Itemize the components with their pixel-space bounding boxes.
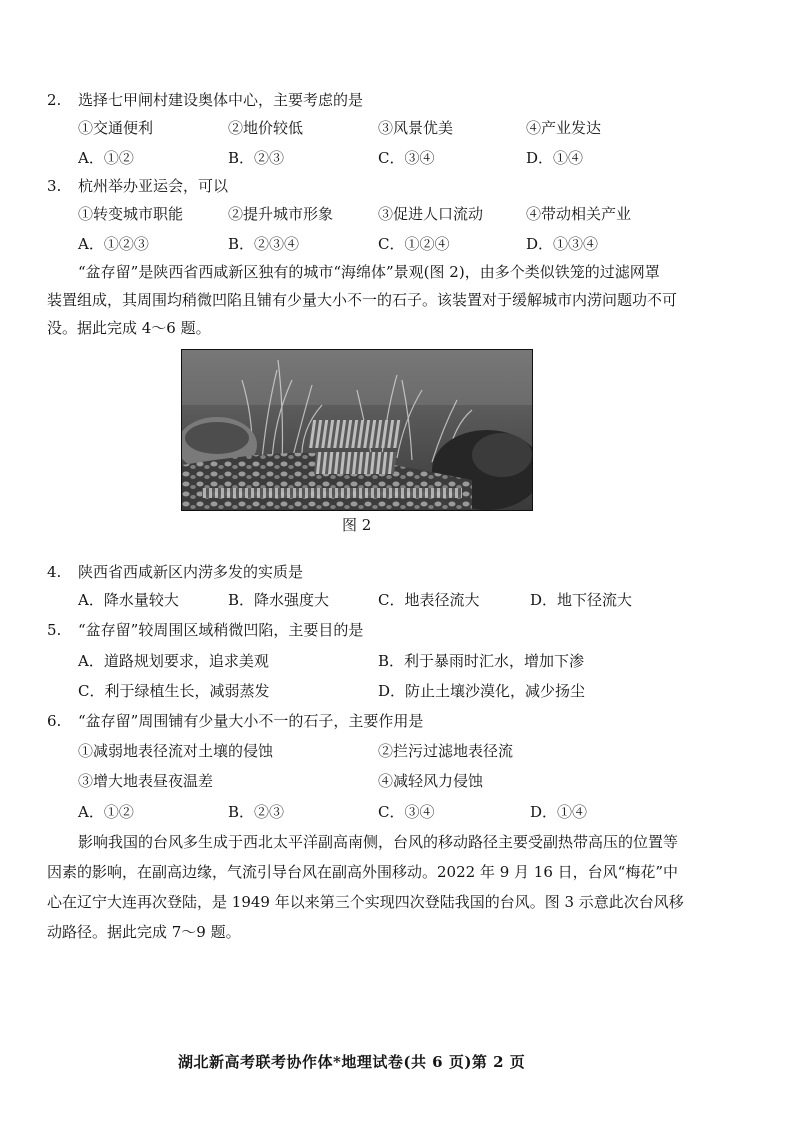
question-6-choice-a: A．①② [78,803,134,821]
question-2-item-4: ④产业发达 [526,119,602,137]
passage-1-line-2: 装置组成，其周围均稍微凹陷且铺有少量大小不一的石子。该装置对于缓解城市内涝问题功不可 [47,291,678,309]
figure-2-caption: 图 2 [342,516,372,534]
question-4-choice-d: D．地下径流大 [530,591,633,609]
question-6-choice-c: C．③④ [378,803,435,821]
question-5-number: 5. [47,621,62,639]
question-5-choice-a: A．道路规划要求，追求美观 [78,652,269,670]
question-4-choice-c: C．地表径流大 [378,591,480,609]
question-6-item-1: ①减弱地表径流对土壤的侵蚀 [78,742,274,760]
question-5-choice-c: C．利于绿植生长，减弱蒸发 [78,682,270,700]
page-footer: 湖北新高考联考协作体*地理试卷(共 6 页)第 2 页 [178,1053,526,1071]
question-6-stem: “盆存留”周围铺有少量大小不一的石子，主要作用是 [78,712,424,730]
question-4-choice-a: A．降水量较大 [78,591,179,609]
question-2-item-3: ③风景优美 [378,119,454,137]
question-5-stem: “盆存留”较周围区域稍微凹陷，主要目的是 [78,621,364,639]
question-2-stem: 选择七甲闸村建设奥体中心，主要考虑的是 [78,91,364,109]
passage-2-line-2: 因素的影响，在副高边缘，气流引导台风在副高外围移动。2022 年 9 月 16 日，台风“梅花”中 [47,863,678,881]
figure-2-photo [181,349,533,511]
question-2-item-1: ①交通便利 [78,119,154,137]
question-2-item-2: ②地价较低 [228,119,304,137]
passage-2-line-3: 心在辽宁大连再次登陆，是 1949 年以来第三个实现四次登陆我国的台风。图 3 示意此次台风移 [47,893,684,911]
question-3-choice-b: B．②③④ [228,235,300,253]
question-3-number: 3. [47,177,62,195]
question-3-item-3: ③促进人口流动 [378,205,484,223]
question-3-choice-a: A．①②③ [78,235,149,253]
passage-2-line-1: 影响我国的台风多生成于西北太平洋副高南侧，台风的移动路径主要受副热带高压的位置等 [78,833,679,851]
question-6-choice-b: B．②③ [228,803,285,821]
question-5-choice-b: B．利于暴雨时汇水，增加下渗 [378,652,585,670]
question-4-number: 4. [47,563,62,581]
question-4-stem: 陕西省西咸新区内涝多发的实质是 [78,563,304,581]
question-2-choice-d: D．①④ [526,149,584,167]
passage-2-line-4: 动路径。据此完成 7～9 题。 [47,923,241,941]
figure-2-illustration [182,350,532,510]
question-2-number: 2. [47,91,62,109]
question-2-choice-b: B．②③ [228,149,285,167]
question-4-choice-b: B．降水强度大 [228,591,330,609]
question-6-item-2: ②拦污过滤地表径流 [378,742,514,760]
question-6-number: 6. [47,712,62,730]
question-3-item-4: ④带动相关产业 [526,205,632,223]
question-2-choice-c: C．③④ [378,149,435,167]
question-2-choice-a: A．①② [78,149,134,167]
passage-1-line-1: “盆存留”是陕西省西咸新区独有的城市“海绵体”景观(图 2)，由多个类似铁笼的过滤网罩 [78,263,660,281]
question-3-item-2: ②提升城市形象 [228,205,334,223]
passage-1-line-3: 没。据此完成 4～6 题。 [47,319,211,337]
question-3-stem: 杭州举办亚运会，可以 [78,177,229,195]
question-6-choice-d: D．①④ [530,803,588,821]
question-6-item-4: ④减轻风力侵蚀 [378,772,484,790]
question-5-choice-d: D．防止土壤沙漠化，减少扬尘 [378,682,586,700]
question-3-choice-d: D．①③④ [526,235,599,253]
question-3-choice-c: C．①②④ [378,235,450,253]
question-3-item-1: ①转变城市职能 [78,205,184,223]
question-6-item-3: ③增大地表昼夜温差 [78,772,214,790]
